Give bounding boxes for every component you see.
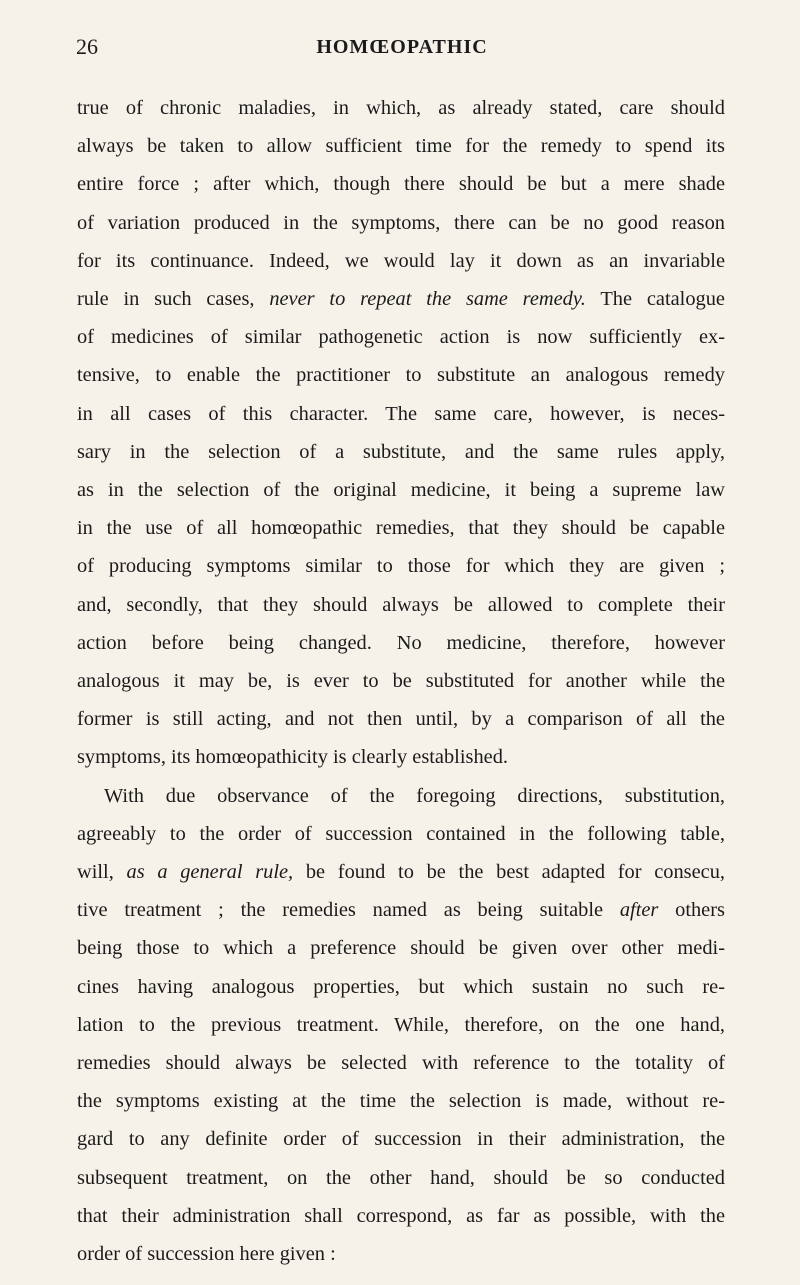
- text-line: lation to the previous treatment. While, therefore, on the one hand,: [77, 1013, 725, 1036]
- text-line: agreeably to the order of succession contained in the following table,: [77, 822, 725, 845]
- text-line: cines having analogous properties, but which sustain no such re-: [77, 975, 725, 998]
- text-line: of medicines of similar pathogenetic action is now sufficiently ex-: [77, 326, 725, 349]
- text-line: being those to which a preference should be given over other medi-: [77, 937, 725, 960]
- text-line: always be taken to allow sufficient time for the remedy to spend its: [77, 135, 725, 158]
- text-line: in the use of all homœopathic remedies, that they should be capable: [77, 517, 725, 540]
- body-text: [77, 89, 725, 1273]
- text-fragment: rule in such cases,: [77, 288, 255, 311]
- text-line: With due observance of the foregoing directions, substitution,: [104, 784, 725, 807]
- italic-emphasis: never to repeat the same remedy.: [269, 288, 586, 311]
- text-fragment: tive treatment ; the remedies named as being suitable: [77, 899, 604, 922]
- running-title: HOMŒOPATHIC: [316, 36, 488, 58]
- text-line: in all cases of this character. The same care, however, is neces-: [77, 402, 725, 425]
- text-line: the symptoms existing at the time the selection is made, without re-: [77, 1090, 725, 1113]
- text-line: that their administration shall correspond, as far as possible, with the: [77, 1204, 725, 1227]
- text-line: remedies should always be selected with reference to the totality of: [77, 1052, 725, 1075]
- text-line: symptoms, its homœopathicity is clearly established.: [77, 746, 508, 769]
- text-line: entire force ; after which, though there should be but a mere shade: [77, 173, 725, 196]
- text-fragment: others: [675, 899, 725, 922]
- text-line: tensive, to enable the practitioner to substitute an analogous remedy: [77, 364, 725, 387]
- text-line: [77, 853, 725, 891]
- text-line: subsequent treatment, on the other hand, should be so conducted: [77, 1166, 725, 1189]
- page-number: 26: [76, 34, 98, 59]
- text-line: order of succession here given :: [77, 1243, 336, 1266]
- text-line: [77, 891, 725, 929]
- text-line: of variation produced in the symptoms, there can be no good reason: [77, 211, 725, 234]
- text-line: true of chronic maladies, in which, as already stated, care should: [77, 97, 725, 119]
- text-fragment: be found to be the best adapted for consecu,: [305, 861, 725, 884]
- text-line: as in the selection of the original medicine, it being a supreme law: [77, 479, 725, 502]
- paragraph-2: [77, 777, 725, 1274]
- text-line: gard to any definite order of succession in their administration, the: [77, 1128, 725, 1151]
- text-line: action before being changed. No medicine, therefore, however: [77, 631, 725, 654]
- text-line: of producing symptoms similar to those for which they are given ;: [77, 555, 725, 578]
- text-fragment: will,: [77, 861, 114, 884]
- italic-emphasis: as a general rule,: [126, 861, 294, 884]
- text-line: former is still acting, and not then until, by a comparison of all the: [77, 708, 725, 731]
- italic-emphasis: after: [619, 899, 659, 922]
- text-line: [77, 280, 725, 318]
- text-line: for its continuance. Indeed, we would lay it down as an invariable: [77, 249, 725, 272]
- paragraph-1: [77, 89, 725, 777]
- text-line: sary in the selection of a substitute, and the same rules apply,: [77, 440, 725, 463]
- text-fragment: The catalogue: [600, 288, 725, 311]
- page-header: [76, 28, 728, 68]
- text-line: analogous it may be, is ever to be substituted for another while the: [77, 670, 725, 693]
- text-line: and, secondly, that they should always be allowed to complete their: [77, 593, 725, 616]
